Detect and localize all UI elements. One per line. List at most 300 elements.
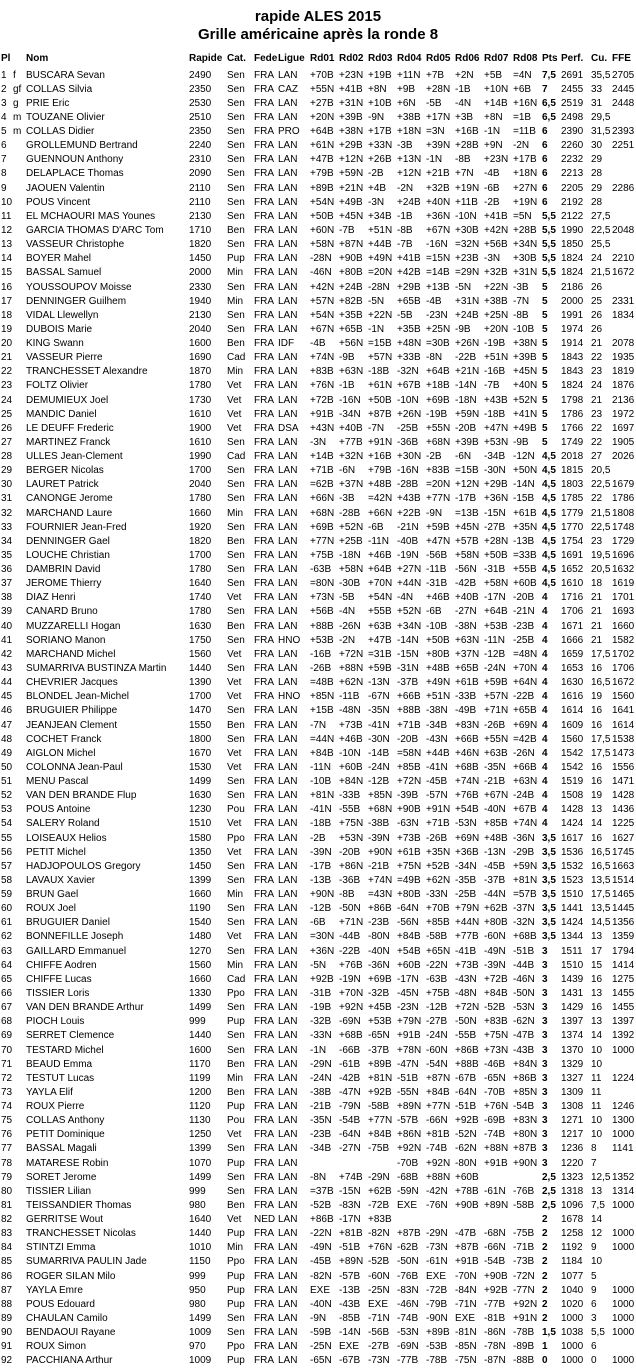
cell-round-7: +38B bbox=[484, 295, 508, 307]
cell-round-8: +30B bbox=[513, 253, 537, 265]
cell-round-3: +51N bbox=[368, 224, 393, 236]
cell-fede: FRA bbox=[254, 465, 274, 477]
cell-nom: LE DEUFF Frederic bbox=[26, 422, 114, 434]
cell-round-6: +16B bbox=[455, 126, 479, 137]
cell-round-1: -9N bbox=[310, 1312, 327, 1324]
cell-nom: DAMBRIN David bbox=[26, 564, 101, 575]
cell-pts: 3,5 bbox=[542, 931, 556, 943]
cell-round-2: -64N bbox=[339, 1129, 361, 1141]
cell-round-3: +48B bbox=[368, 479, 392, 491]
cell-nom: MUZZARELLI Hogan bbox=[26, 620, 121, 632]
cell-round-2: -20B bbox=[339, 846, 361, 858]
cell-cat: Pup bbox=[227, 1157, 245, 1169]
cell-fede: FRA bbox=[254, 1298, 274, 1310]
cell-cat: Ben bbox=[227, 620, 245, 632]
cell-ffe: 1414 bbox=[612, 959, 635, 971]
table-row bbox=[0, 167, 636, 181]
cell-cu: 10 bbox=[591, 1044, 603, 1056]
cell-ffe: 2448 bbox=[612, 97, 635, 109]
cell-nom: PRIE Eric bbox=[26, 97, 70, 109]
cell-pts: 4,5 bbox=[542, 451, 556, 462]
cell-pts: 6 bbox=[542, 168, 548, 180]
cell-nom: SALERY Roland bbox=[26, 818, 100, 830]
cell-ligue: LAN bbox=[278, 1242, 298, 1254]
cell-cu: 13 bbox=[591, 931, 603, 943]
cell-round-1: =62B bbox=[310, 479, 334, 491]
cell-round-8: +87B bbox=[513, 1143, 537, 1155]
cell-ligue: LAN bbox=[278, 917, 298, 929]
cell-round-4: +91B bbox=[397, 1030, 421, 1042]
cell-round-7: +73N bbox=[484, 1044, 509, 1056]
cell-round-2: +65B bbox=[339, 323, 363, 335]
cell-rapide: 2240 bbox=[189, 140, 212, 152]
cell-round-6: -70N bbox=[455, 1270, 477, 1282]
cell-round-2: -67B bbox=[339, 1355, 361, 1367]
cell-round-4: +18N bbox=[397, 126, 422, 137]
cell-round-1: +43N bbox=[310, 422, 335, 434]
cell-fede: FRA bbox=[254, 1270, 274, 1282]
cell-round-6: +60B bbox=[455, 1171, 479, 1183]
cell-round-5: -74B bbox=[426, 1143, 448, 1155]
cell-cu: 18 bbox=[591, 578, 603, 590]
cell-ffe: 1972 bbox=[612, 408, 635, 420]
cell-round-1: -35N bbox=[310, 1115, 332, 1127]
cell-round-4: +12N bbox=[397, 168, 422, 180]
cell-fede: FRA bbox=[254, 634, 274, 646]
cell-fede: FRA bbox=[254, 1044, 274, 1056]
cell-round-4: -83N bbox=[397, 1284, 419, 1296]
cell-perf: 1824 bbox=[561, 380, 584, 392]
cell-round-7: -78N bbox=[484, 1341, 506, 1353]
cell-round-5: -54N bbox=[426, 1058, 448, 1070]
cell-round-7: +28N bbox=[484, 535, 509, 547]
cell-round-7: -87N bbox=[484, 1355, 506, 1367]
cell-nom: DELAPLACE Thomas bbox=[26, 168, 124, 180]
cell-ffe: 1745 bbox=[612, 846, 635, 858]
cell-ffe: 1356 bbox=[612, 917, 635, 929]
cell-nom: PACCHIANA Arthur bbox=[26, 1355, 113, 1367]
cell-perf: 2018 bbox=[561, 451, 584, 462]
cell-fede: FRA bbox=[254, 154, 274, 166]
cell-ffe: 1471 bbox=[612, 776, 635, 787]
cell-round-4: +71B bbox=[397, 719, 421, 731]
cell-round-8: +38N bbox=[513, 338, 538, 349]
cell-round-8: +66B bbox=[513, 761, 537, 773]
cell-round-3: -27B bbox=[368, 1341, 390, 1353]
cell-round-4: +75N bbox=[397, 860, 422, 872]
cell-ligue: LAN bbox=[278, 874, 298, 886]
cell-pts: 4 bbox=[542, 648, 548, 660]
cell-round-6: +90B bbox=[455, 1199, 479, 1211]
cell-round-7: -69B bbox=[484, 1115, 506, 1127]
cell-nom: ROUX Simon bbox=[26, 1341, 87, 1353]
cell-pts: 4,5 bbox=[542, 549, 556, 561]
table-row bbox=[0, 507, 636, 521]
cell-pl: 9 bbox=[1, 182, 7, 194]
cell-pl: 19 bbox=[1, 323, 13, 335]
table-row bbox=[0, 266, 636, 280]
cell-cat: Sen bbox=[227, 945, 245, 957]
cell-round-2: +82B bbox=[339, 295, 363, 307]
table-row bbox=[0, 945, 636, 959]
cell-round-8: -43B bbox=[513, 1044, 535, 1056]
cell-round-6: +19N bbox=[455, 182, 480, 194]
cell-cat: Ppo bbox=[227, 1341, 245, 1353]
cell-round-3: -56B bbox=[368, 1327, 390, 1339]
cell-ligue: LAN bbox=[278, 1341, 298, 1353]
cell-ligue: LAN bbox=[278, 903, 298, 915]
cell-rapide: 1540 bbox=[189, 917, 212, 929]
cell-ligue: LAN bbox=[278, 959, 298, 971]
cell-nom: KING Swann bbox=[26, 338, 84, 349]
cell-cat: Cad bbox=[227, 451, 246, 462]
cell-round-5: -66N bbox=[426, 1115, 448, 1127]
cell-round-7: +9N bbox=[484, 140, 503, 152]
cell-round-1: -40N bbox=[310, 1298, 332, 1310]
cell-pts: 3,5 bbox=[542, 903, 556, 915]
table-row bbox=[0, 535, 636, 549]
cell-cu: 21,5 bbox=[591, 267, 611, 279]
cell-round-8: -53N bbox=[513, 1002, 535, 1014]
cell-round-7: +75N bbox=[484, 1030, 509, 1042]
cell-round-1: +47B bbox=[310, 154, 334, 166]
cell-pl: 68 bbox=[1, 1016, 13, 1028]
table-row bbox=[0, 1086, 636, 1100]
cell-round-1: +71B bbox=[310, 465, 334, 477]
cell-nom: GERRITSE Wout bbox=[26, 1214, 104, 1225]
cell-round-5: +89B bbox=[426, 1327, 450, 1339]
cell-cu: 7,5 bbox=[591, 1199, 605, 1211]
cell-fede: FRA bbox=[254, 323, 274, 335]
cell-round-8: -75B bbox=[513, 1228, 535, 1240]
cell-round-1: -32B bbox=[310, 1016, 332, 1028]
cell-round-7: +83B bbox=[484, 1016, 508, 1028]
cell-nom: LAVAUX Xavier bbox=[26, 874, 96, 886]
cell-ligue: LAN bbox=[278, 705, 298, 717]
cell-nom: JEANJEAN Clement bbox=[26, 719, 118, 731]
cell-round-4: =58N bbox=[397, 747, 422, 759]
cell-round-8: -20B bbox=[513, 592, 535, 604]
cell-round-7: +58N bbox=[484, 578, 509, 590]
cell-cat: Vet bbox=[227, 846, 242, 858]
cell-round-6: -80N bbox=[455, 1157, 477, 1169]
cell-fede: FRA bbox=[254, 973, 274, 985]
cell-rapide: 999 bbox=[189, 1185, 206, 1197]
cell-rapide: 1200 bbox=[189, 1086, 212, 1098]
cell-perf: 1609 bbox=[561, 719, 584, 731]
cell-fede: FRA bbox=[254, 352, 274, 364]
cell-fede: FRA bbox=[254, 889, 274, 900]
cell-pl: 32 bbox=[1, 507, 13, 519]
cell-rapide: 1470 bbox=[189, 705, 212, 717]
cell-round-2: -57B bbox=[339, 1270, 361, 1282]
cell-cat: Sen bbox=[227, 733, 245, 745]
cell-pts: 5,5 bbox=[542, 253, 556, 265]
cell-perf: 2260 bbox=[561, 140, 584, 152]
cell-round-4: +85B bbox=[397, 761, 421, 773]
cell-round-6: -48N bbox=[455, 988, 477, 999]
cell-round-6: =32N bbox=[455, 239, 480, 251]
cell-round-7: -16B bbox=[484, 366, 506, 378]
cell-rapide: 1009 bbox=[189, 1327, 212, 1339]
cell-cu: 22 bbox=[591, 422, 603, 434]
cell-rapide: 1640 bbox=[189, 578, 212, 590]
cell-ligue: LAN bbox=[278, 747, 298, 759]
cell-round-3: +22N bbox=[368, 309, 393, 321]
cell-round-7: -27B bbox=[484, 521, 506, 533]
cell-round-1: -12B bbox=[310, 903, 332, 915]
cell-round-8: -78B bbox=[513, 1327, 535, 1339]
cell-cat: Sen bbox=[227, 549, 245, 561]
cell-cat: Sen bbox=[227, 903, 245, 915]
cell-round-1: -2B bbox=[310, 832, 326, 844]
cell-round-8: -76B bbox=[513, 1185, 535, 1197]
cell-ligue: CAZ bbox=[278, 83, 298, 95]
cell-fede: FRA bbox=[254, 578, 274, 590]
cell-pl: 17 bbox=[1, 295, 13, 307]
cell-cat: Ben bbox=[227, 224, 245, 236]
cell-round-6: -8B bbox=[455, 154, 471, 166]
cell-cu: 25 bbox=[591, 295, 603, 307]
cell-pts: 5,5 bbox=[542, 267, 556, 279]
cell-round-4: =49B bbox=[397, 874, 421, 886]
cell-round-4: +11N bbox=[397, 69, 421, 81]
cell-ffe: 1392 bbox=[612, 1030, 635, 1042]
cell-round-8: +55B bbox=[513, 564, 537, 575]
cell-round-3: +33N bbox=[368, 140, 393, 152]
cell-perf: 2186 bbox=[561, 281, 584, 293]
header-pts: Pts bbox=[542, 53, 558, 64]
cell-cu: 10 bbox=[591, 1256, 603, 1268]
cell-round-6: -51B bbox=[455, 1101, 477, 1112]
cell-fede: FRA bbox=[254, 267, 274, 279]
cell-round-3: +55B bbox=[368, 606, 392, 618]
cell-nom: MARTINEZ Franck bbox=[26, 436, 111, 448]
cell-round-1: -41N bbox=[310, 804, 332, 816]
cell-round-8: +65B bbox=[513, 705, 537, 717]
cell-cu: 21 bbox=[591, 592, 603, 604]
cell-ligue: LAN bbox=[278, 535, 298, 547]
cell-perf: 1271 bbox=[561, 1115, 584, 1127]
cell-nom: VAN DEN BRANDE Flup bbox=[26, 790, 137, 802]
cell-round-6: -67B bbox=[455, 1072, 477, 1084]
cell-perf: 1217 bbox=[561, 1129, 584, 1141]
cell-cu: 23 bbox=[591, 408, 603, 420]
cell-cu: 16 bbox=[591, 973, 603, 985]
cell-cat: Sen bbox=[227, 1185, 245, 1197]
cell-perf: 1798 bbox=[561, 394, 584, 406]
cell-round-7: -54B bbox=[484, 1256, 506, 1268]
cell-round-3: -41N bbox=[368, 719, 390, 731]
cell-cat: Ppo bbox=[227, 1256, 245, 1268]
cell-perf: 1766 bbox=[561, 422, 584, 434]
cell-round-3: -1N bbox=[368, 323, 385, 335]
cell-round-2: +89N bbox=[339, 1256, 364, 1268]
cell-round-2: +21N bbox=[339, 182, 364, 194]
cell-round-2: +24B bbox=[339, 281, 363, 293]
cell-round-5: +51N bbox=[426, 691, 451, 703]
cell-rapide: 1780 bbox=[189, 380, 212, 392]
cell-cat: Min bbox=[227, 1242, 244, 1254]
cell-cat: Min bbox=[227, 366, 244, 378]
cell-pl: 76 bbox=[1, 1129, 13, 1141]
cell-round-7: -7B bbox=[484, 380, 500, 392]
cell-ffe: 1641 bbox=[612, 705, 635, 717]
cell-round-6: +68B bbox=[455, 761, 479, 773]
cell-cat: Sen bbox=[227, 564, 245, 575]
table-row bbox=[0, 1058, 636, 1072]
cell-cat: Sen bbox=[227, 168, 245, 180]
cell-ligue: LAN bbox=[278, 663, 298, 674]
cell-cat: Sen bbox=[227, 606, 245, 618]
cell-round-4: +9B bbox=[397, 83, 416, 95]
cell-round-5: -78B bbox=[426, 1355, 448, 1367]
cell-round-8: +27N bbox=[513, 182, 538, 194]
cell-ligue: LAN bbox=[278, 366, 298, 378]
cell-perf: 1441 bbox=[561, 903, 584, 915]
cell-nom: EL MCHAOURI MAS Younes bbox=[26, 210, 156, 222]
cell-cat: Sen bbox=[227, 663, 245, 674]
cell-round-5: +13B bbox=[426, 281, 450, 293]
cell-cu: 24 bbox=[591, 380, 603, 392]
cell-round-1: +74N bbox=[310, 352, 335, 364]
table-row bbox=[0, 888, 636, 902]
cell-round-2: +75N bbox=[339, 818, 364, 830]
cell-round-6: -75N bbox=[455, 1355, 477, 1367]
cell-round-3: +90N bbox=[368, 846, 393, 858]
cell-round-1: +42N bbox=[310, 281, 335, 293]
cell-ligue: LAN bbox=[278, 451, 298, 462]
cell-rapide: 1150 bbox=[189, 1256, 211, 1268]
cell-round-3: +79B bbox=[368, 465, 392, 477]
cell-cu: 17 bbox=[591, 945, 603, 957]
cell-round-5: +65N bbox=[426, 945, 451, 957]
cell-pts: 5 bbox=[542, 309, 548, 321]
cell-fede: FRA bbox=[254, 366, 274, 378]
cell-ffe: 2393 bbox=[612, 126, 635, 137]
cell-pts: 4,5 bbox=[542, 507, 556, 519]
cell-round-5: +75B bbox=[426, 988, 450, 999]
cell-round-8: +45N bbox=[513, 366, 538, 378]
cell-rapide: 1690 bbox=[189, 352, 212, 364]
cell-round-2: -28B bbox=[339, 507, 361, 519]
cell-round-2: -16N bbox=[339, 394, 361, 406]
cell-cu: 7 bbox=[591, 1157, 597, 1169]
cell-round-8: +28B bbox=[513, 224, 537, 236]
cell-round-6: -17B bbox=[455, 493, 477, 505]
cell-pl: 2 bbox=[1, 83, 7, 95]
cell-ligue: LAN bbox=[278, 1284, 298, 1296]
cell-pts: 4 bbox=[542, 776, 548, 787]
cell-round-8: +68B bbox=[513, 931, 537, 943]
cell-title: gf bbox=[13, 83, 22, 95]
cell-rapide: 1560 bbox=[189, 959, 212, 971]
cell-ligue: LAN bbox=[278, 465, 298, 477]
cell-round-1: +66N bbox=[310, 493, 335, 505]
cell-ffe: 1000 bbox=[612, 1199, 635, 1211]
cell-pts: 3 bbox=[542, 988, 548, 999]
cell-round-5: -73N bbox=[426, 1242, 448, 1254]
cell-pl: 51 bbox=[1, 776, 13, 787]
cell-round-3: +47B bbox=[368, 634, 392, 646]
cell-cat: Sen bbox=[227, 578, 245, 590]
cell-round-7: +48B bbox=[484, 832, 508, 844]
cell-fede: FRA bbox=[254, 804, 274, 816]
cell-round-2: -30B bbox=[339, 578, 361, 590]
cell-cu: 29 bbox=[591, 182, 603, 194]
cell-nom: PETIT Michel bbox=[26, 846, 86, 858]
cell-ligue: DSA bbox=[278, 422, 299, 434]
cell-round-4: -77B bbox=[397, 1355, 419, 1367]
cell-perf: 1309 bbox=[561, 1086, 584, 1098]
cell-nom: VASSEUR Pierre bbox=[26, 352, 103, 364]
cell-fede: FRA bbox=[254, 1284, 274, 1296]
cell-round-6: -25B bbox=[455, 889, 477, 900]
cell-round-5: -33N bbox=[426, 889, 448, 900]
cell-cu: 29,5 bbox=[591, 111, 611, 123]
cell-round-8: -13B bbox=[513, 535, 535, 547]
cell-round-6: =29N bbox=[455, 267, 480, 279]
cell-round-6: -6N bbox=[455, 451, 472, 462]
table-row bbox=[0, 1171, 636, 1185]
cell-round-4: +27N bbox=[397, 564, 422, 575]
cell-round-1: -65N bbox=[310, 1355, 332, 1367]
cell-rapide: 1399 bbox=[189, 874, 212, 886]
cell-round-3: +59B bbox=[368, 663, 392, 674]
cell-round-2: +71N bbox=[339, 917, 364, 929]
cell-round-7: +43B bbox=[484, 394, 508, 406]
table-row bbox=[0, 832, 636, 846]
cell-pts: 2 bbox=[542, 1298, 548, 1310]
cell-round-5: +64B bbox=[426, 366, 450, 378]
cell-pl: 52 bbox=[1, 790, 13, 802]
cell-cu: 22,5 bbox=[591, 521, 611, 533]
cell-round-1: -25N bbox=[310, 1341, 332, 1353]
cell-round-8: =42B bbox=[513, 733, 537, 745]
cell-round-4: +90B bbox=[397, 804, 421, 816]
cell-cu: 16,5 bbox=[591, 677, 611, 689]
cell-ffe: 1473 bbox=[612, 747, 635, 759]
cell-round-1: +67N bbox=[310, 323, 335, 335]
cell-pts: 4,5 bbox=[542, 465, 556, 477]
cell-round-8: -14N bbox=[513, 479, 535, 491]
cell-round-5: +85B bbox=[426, 917, 450, 929]
cell-pl: 10 bbox=[1, 196, 13, 208]
cell-ligue: LAN bbox=[278, 309, 298, 321]
cell-round-8: =1B bbox=[513, 111, 532, 123]
cell-round-6: -81N bbox=[455, 1327, 477, 1339]
cell-round-4: +6N bbox=[397, 97, 416, 109]
cell-round-6: +2N bbox=[455, 69, 474, 81]
cell-pts: 5 bbox=[542, 408, 548, 420]
cell-perf: 1000 bbox=[561, 1341, 584, 1353]
cell-perf: 1786 bbox=[561, 408, 584, 420]
table-row bbox=[0, 733, 636, 747]
cell-ligue: LAN bbox=[278, 973, 298, 985]
cell-cu: 24 bbox=[591, 253, 603, 265]
cell-fede: FRA bbox=[254, 677, 274, 689]
cell-pts: 2,5 bbox=[542, 1199, 556, 1211]
cell-cat: Sen bbox=[227, 126, 245, 137]
cell-perf: 1770 bbox=[561, 521, 584, 533]
cell-rapide: 1700 bbox=[189, 465, 212, 477]
cell-perf: 1616 bbox=[561, 691, 584, 703]
cell-rapide: 1070 bbox=[189, 1157, 212, 1169]
cell-perf: 1706 bbox=[561, 606, 584, 618]
cell-pts: 5 bbox=[542, 436, 548, 448]
cell-round-8: -25B bbox=[513, 634, 535, 646]
table-row bbox=[0, 309, 636, 323]
